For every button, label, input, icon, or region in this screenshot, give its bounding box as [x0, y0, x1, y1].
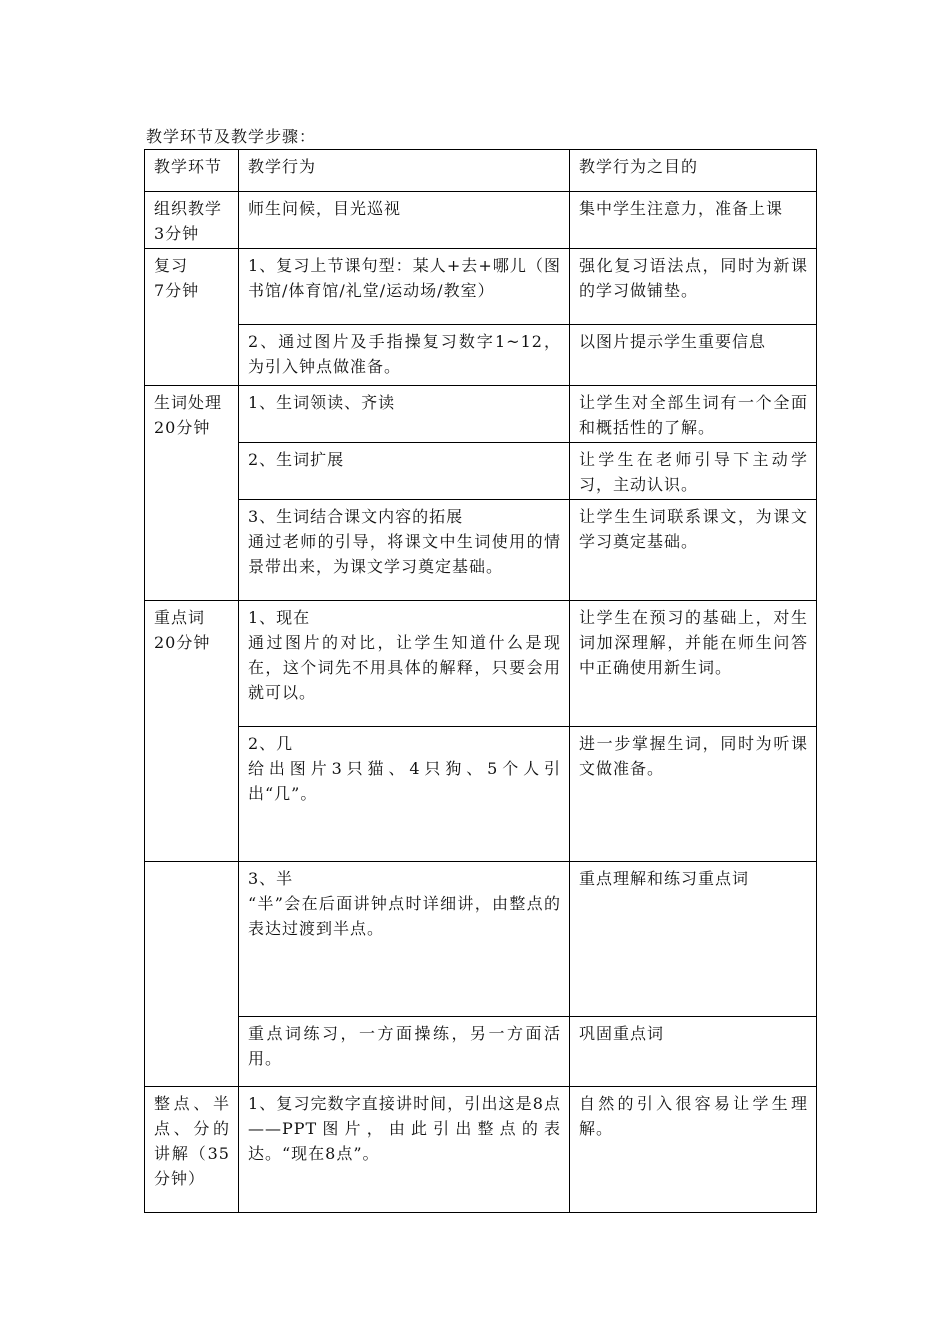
goal-cell: 让学生在老师引导下主动学习，主动认识。 — [570, 443, 817, 500]
goal-cell: 强化复习语法点，同时为新课的学习做铺垫。 — [570, 249, 817, 325]
action-cell: 2、生词扩展 — [239, 443, 570, 500]
action-cell: 2、通过图片及手指操复习数字1~12，为引入钟点做准备。 — [239, 325, 570, 386]
goal-cell: 以图片提示学生重要信息 — [570, 325, 817, 386]
table-row — [145, 249, 817, 325]
action-cell: 1、复习上节课句型：某人+去+哪儿（图书馆/体育馆/礼堂/运动场/教室） — [239, 249, 570, 325]
action-cell: 3、半 “半”会在后面讲钟点时详细讲，由整点的表达过渡到半点。 — [239, 862, 570, 1017]
table-row — [145, 862, 817, 1017]
action-cell: 师生问候，目光巡视 — [239, 192, 570, 249]
goal-cell: 让学生在预习的基础上，对生词加深理解，并能在师生问答中正确使用新生词。 — [570, 601, 817, 727]
section-heading: 教学环节及教学步骤： — [146, 127, 317, 146]
stage-cell: 整点、半点、分的讲解（35分钟） — [145, 1087, 239, 1213]
action-cell: 1、现在 通过图片的对比，让学生知道什么是现在，这个词先不用具体的解释，只要会用就可以。 — [239, 601, 570, 727]
goal-cell: 让学生对全部生词有一个全面和概括性的了解。 — [570, 386, 817, 443]
action-cell: 1、生词领读、齐读 — [239, 386, 570, 443]
header-action: 教学行为 — [239, 150, 570, 192]
table-row — [145, 325, 817, 386]
table-row — [145, 500, 817, 601]
goal-cell: 自然的引入很容易让学生理解。 — [570, 1087, 817, 1213]
stage-cell: 组织教学 3分钟 — [145, 192, 239, 249]
table-row — [145, 1017, 817, 1087]
action-cell: 2、几 给出图片3只猫、4只狗、5个人引出“几”。 — [239, 727, 570, 862]
table-row — [145, 192, 817, 249]
stage-cell: 重点词 20分钟 — [145, 601, 239, 862]
goal-cell: 重点理解和练习重点词 — [570, 862, 817, 1017]
goal-cell: 集中学生注意力，准备上课 — [570, 192, 817, 249]
stage-cell — [145, 862, 239, 1087]
table-row — [145, 443, 817, 500]
table-row — [145, 386, 817, 443]
stage-cell: 复习 7分钟 — [145, 249, 239, 386]
header-goal: 教学行为之目的 — [570, 150, 817, 192]
table-row — [145, 601, 817, 727]
table-row — [145, 727, 817, 862]
table-row — [145, 1087, 817, 1213]
action-cell: 重点词练习，一方面操练，另一方面活用。 — [239, 1017, 570, 1087]
goal-cell: 让学生生词联系课文，为课文学习奠定基础。 — [570, 500, 817, 601]
action-cell: 3、生词结合课文内容的拓展 通过老师的引导，将课文中生词使用的情景带出来，为课文学习奠定基础。 — [239, 500, 570, 601]
table-header-row — [145, 150, 817, 192]
goal-cell: 巩固重点词 — [570, 1017, 817, 1087]
action-cell: 1、复习完数字直接讲时间，引出这是8点——PPT图片，由此引出整点的表达。“现在8点”。 — [239, 1087, 570, 1213]
goal-cell: 进一步掌握生词，同时为听课文做准备。 — [570, 727, 817, 862]
stage-cell: 生词处理 20分钟 — [145, 386, 239, 601]
header-stage: 教学环节 — [145, 150, 239, 192]
lesson-plan-table — [144, 149, 817, 1213]
